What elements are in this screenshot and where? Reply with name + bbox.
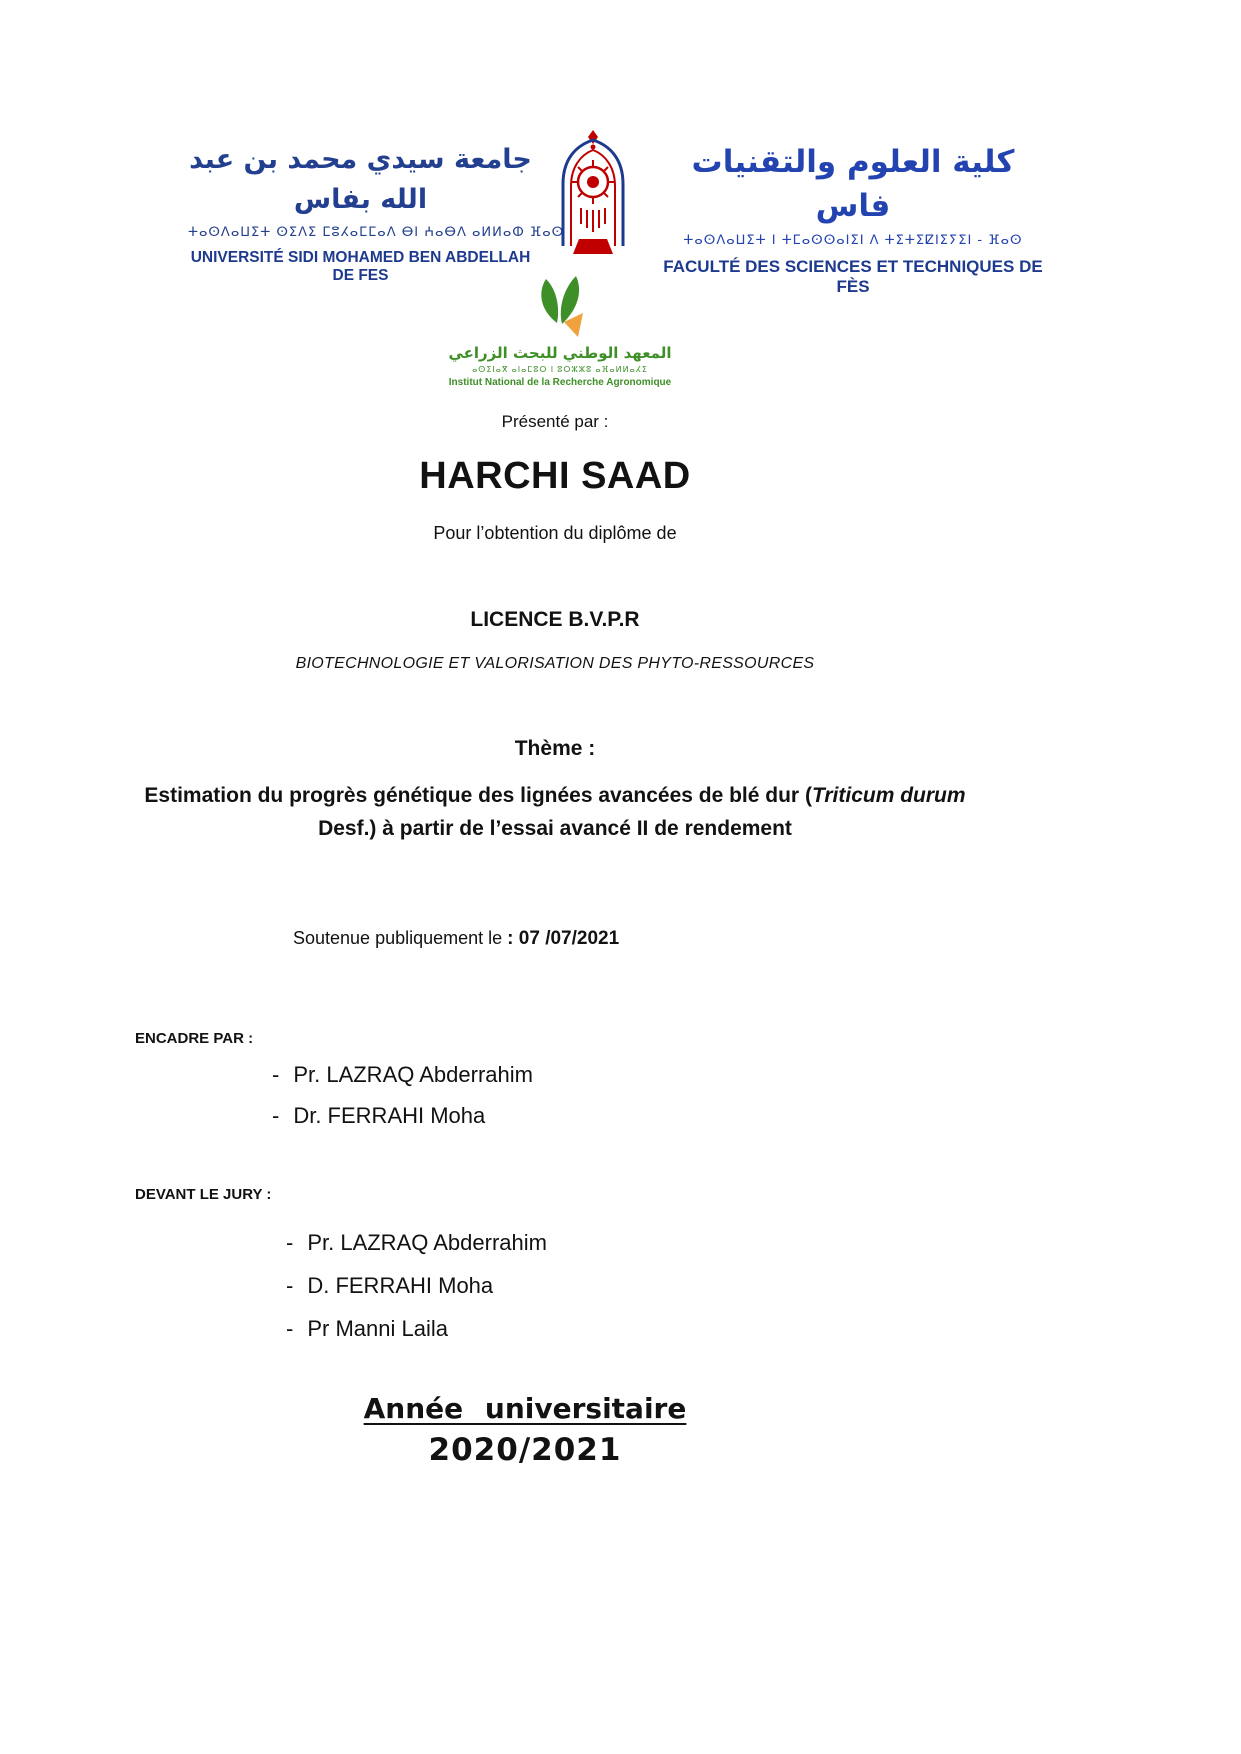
university-name-arabic: جامعة سيدي محمد بن عبد الله بفاس xyxy=(189,144,532,215)
faculty-block xyxy=(653,128,1053,297)
defense-date-prefix: Soutenue publiquement le xyxy=(293,928,508,948)
list-item-supervisor xyxy=(272,1103,533,1129)
jury-member-name: D. FERRAHI Moha xyxy=(307,1273,494,1298)
diploma-intro-text: Pour l’obtention du diplôme de xyxy=(433,523,677,543)
dash-bullet: - xyxy=(272,1103,280,1128)
supervisors-label: ENCADRE PAR : xyxy=(135,1030,254,1047)
jury-member-name: Pr. LAZRAQ Abderrahim xyxy=(307,1230,547,1255)
faculty-name-tifinagh: ⵜⴰⵙⴷⴰⵡⵉⵜ ⵏ ⵜⵎⴰⵙⵙⴰⵏⵉⵏ ⴷ ⵜⵉⵜⵉⵇⵏⵉⵢⵉⵏ - ⴼⴰⵙ xyxy=(683,233,1023,248)
defense-date-line xyxy=(293,928,619,950)
degree-name: LICENCE B.V.P.R xyxy=(470,608,640,631)
theme-label: Thème : xyxy=(514,737,596,760)
jury-list xyxy=(286,1230,547,1359)
dash-bullet: - xyxy=(286,1316,294,1341)
dash-bullet: - xyxy=(272,1062,280,1087)
page-header xyxy=(0,128,1241,297)
academic-year-label: Année universitaire xyxy=(363,1392,687,1425)
inra-name-latin: Institut National de la Recherche Agronomique xyxy=(448,377,672,388)
jury-label: DEVANT LE JURY : xyxy=(135,1186,272,1203)
jury-member-name: Pr Manni Laila xyxy=(307,1316,448,1341)
list-item-supervisor xyxy=(272,1062,533,1088)
academic-year-value: 2020/2021 xyxy=(428,1432,622,1468)
thesis-title-text-1: Estimation du progrès génétique des lignées avancées de blé dur ( xyxy=(144,784,812,807)
supervisor-name: Dr. FERRAHI Moha xyxy=(293,1103,486,1128)
inra-name-tifinagh: ⴰⵙⵉⵏⴰⴳ ⴰⵏⴰⵎⵓⵔ ⵏ ⵓⵔⵣⵣⵓ ⴰⴼⴰⵍⵍⴰⵃⵉ xyxy=(472,365,648,374)
inra-plant-icon xyxy=(524,276,596,342)
usmba-emblem-logo xyxy=(551,128,635,262)
thesis-title xyxy=(128,779,983,845)
university-block xyxy=(188,128,565,285)
supervisors-list xyxy=(272,1062,533,1144)
inra-name-arabic: المعهد الوطني للبحث الزراعي xyxy=(448,344,672,362)
program-name: BIOTECHNOLOGIE ET VALORISATION DES PHYTO-RESSOURCES xyxy=(295,655,815,672)
faculty-name-arabic: كلية العلوم والتقنيات فاس xyxy=(691,144,1015,224)
presented-by-label: Présenté par : xyxy=(501,412,609,431)
faculty-name-latin: FACULTÉ DES SCIENCES ET TECHNIQUES DE FÈS xyxy=(663,257,1043,296)
supervisor-name: Pr. LAZRAQ Abderrahim xyxy=(293,1062,533,1087)
list-item-jury xyxy=(286,1230,547,1256)
author-name: HARCHI SAAD xyxy=(419,455,691,497)
presentation-block xyxy=(100,412,1010,845)
inra-block xyxy=(360,276,760,388)
academic-year-block xyxy=(0,1392,1050,1468)
usmba-emblem-icon xyxy=(551,128,635,262)
thesis-title-latin-species: Triticum durum xyxy=(811,784,966,807)
dash-bullet: - xyxy=(286,1230,294,1255)
inra-leaf-icon xyxy=(524,276,596,342)
university-name-latin: UNIVERSITÉ SIDI MOHAMED BEN ABDELLAH DE FES xyxy=(190,249,531,284)
list-item-jury xyxy=(286,1273,547,1299)
defense-date-value: : 07 /07/2021 xyxy=(507,928,620,949)
dash-bullet: - xyxy=(286,1273,294,1298)
thesis-title-text-2: Desf.) à partir de l’essai avancé II de rendement xyxy=(318,817,792,840)
university-name-tifinagh: ⵜⴰⵙⴷⴰⵡⵉⵜ ⵙⵉⴷⵉ ⵎⵓⵃⴰⵎⵎⴰⴷ ⴱⵏ ⵄⴰⴱⴷ ⴰⵍⵍⴰⵀ ⴼⴰⵙ xyxy=(188,225,565,240)
list-item-jury xyxy=(286,1316,547,1342)
